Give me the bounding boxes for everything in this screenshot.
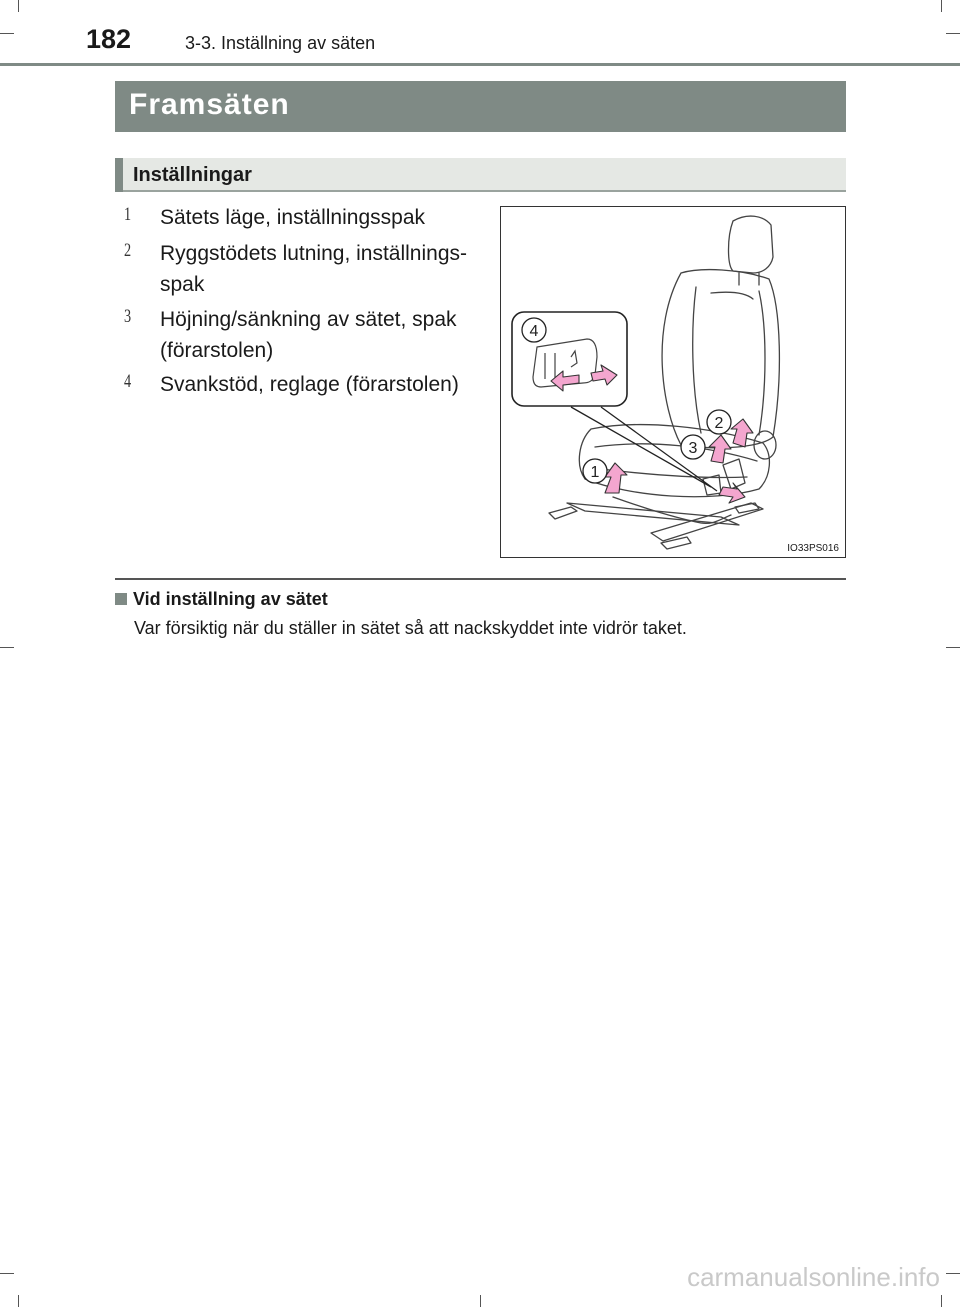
crop-mark — [946, 1273, 960, 1274]
crop-mark — [480, 1295, 481, 1307]
crop-mark — [946, 33, 960, 34]
callout-label: 3 — [688, 440, 698, 457]
item-label: Svankstöd, reglage (förarstolen) — [160, 373, 459, 396]
item-number: 1 — [124, 204, 132, 225]
square-bullet-icon — [115, 593, 127, 605]
page-title: Framsäten — [129, 88, 290, 121]
subsection-accent — [115, 158, 123, 192]
crop-mark — [0, 1273, 14, 1274]
crop-mark — [18, 0, 19, 12]
callout-label: 2 — [714, 415, 724, 432]
section-reference: 3-3. Inställning av säten — [185, 33, 376, 53]
callout-label: 1 — [590, 464, 600, 481]
note-divider — [115, 578, 846, 580]
item-label: Ryggstödets lutning, inställnings- spak — [160, 242, 468, 296]
watermark: carmanualsonline.info — [687, 1262, 940, 1292]
crop-mark — [0, 647, 14, 648]
item-number: 2 — [124, 240, 132, 261]
page-title-bar — [115, 81, 846, 132]
header-rule — [0, 63, 960, 66]
item-number: 4 — [124, 371, 132, 392]
item-label: Sätets läge, inställningsspak — [160, 206, 425, 229]
crop-mark — [18, 1295, 19, 1307]
subsection-title: Inställningar — [133, 164, 252, 186]
seat-illustration — [500, 206, 846, 558]
item-number: 3 — [124, 306, 132, 327]
subsection-bar — [115, 158, 846, 192]
crop-mark — [946, 647, 960, 648]
note-heading: Vid inställning av sätet — [115, 589, 328, 610]
note-body: Var försiktig när du ställer in sätet så att nackskyddet inte vidrör taket. — [134, 618, 687, 638]
callout-label: 4 — [529, 323, 539, 340]
crop-mark — [941, 0, 942, 12]
seat-drawing — [501, 207, 847, 559]
item-label: Höjning/sänkning av sätet, spak (förarstolen) — [160, 308, 457, 362]
crop-mark — [0, 33, 14, 34]
crop-mark — [941, 1295, 942, 1307]
page-number: 182 — [86, 24, 132, 54]
figure-code: IO33PS016 — [787, 543, 839, 554]
